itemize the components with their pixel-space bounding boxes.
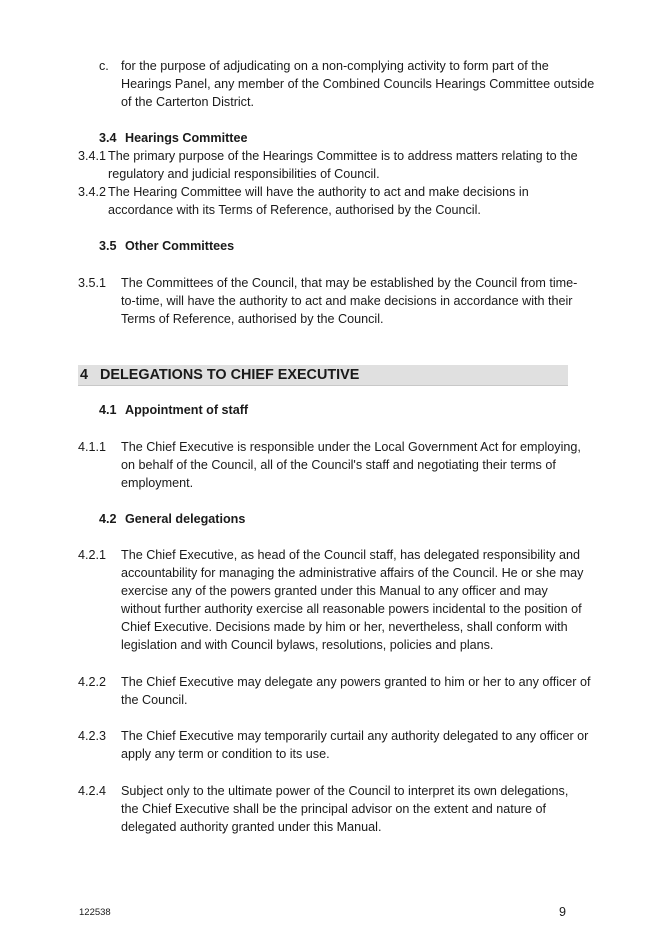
subheading-4-2-number: 4.2 — [99, 512, 117, 526]
section-heading-4-number: 4 — [80, 367, 89, 383]
subheading-3-4-number: 3.4 — [99, 131, 117, 145]
list-marker-c: c. — [99, 59, 109, 73]
para-4-2-2-line-1: The Chief Executive may delegate any powers granted to him or her to any officer of — [121, 675, 591, 689]
para-3-4-1-line-1: The primary purpose of the Hearings Committee is to address matters relating to the — [108, 149, 578, 163]
subheading-3-4 — [99, 129, 247, 147]
para-4-2-4-line-3: delegated authority granted under this Manual. — [121, 820, 382, 834]
para-4-2-2-line-2: the Council. — [121, 693, 188, 707]
para-4-1-1-line-2: on behalf of the Council, all of the Council's staff and negotiating their terms of — [121, 458, 556, 472]
subheading-4-1-title: Appointment of staff — [125, 403, 249, 417]
para-4-2-1-line-4: without further authority exercise all reasonable powers incidental to the position of — [121, 602, 582, 616]
para-4-2-4-number: 4.2.4 — [78, 784, 107, 798]
para-3-5-1-line-1: The Committees of the Council, that may be established by the Council from time- — [121, 276, 578, 290]
para-3-4-2-line-1: The Hearing Committee will have the authority to act and make decisions in — [108, 185, 529, 199]
subheading-4-1-number: 4.1 — [99, 403, 117, 417]
para-4-2-1-line-1: The Chief Executive, as head of the Council staff, has delegated responsibility and — [121, 548, 581, 562]
footer-document-id: 122538 — [79, 907, 111, 918]
para-4-2-2-number: 4.2.2 — [78, 675, 107, 689]
subheading-4-1 — [99, 401, 248, 419]
section-heading-4-title: DELEGATIONS TO CHIEF EXECUTIVE — [100, 367, 360, 383]
subheading-4-2-title: General delegations — [125, 512, 246, 526]
para-3-5-1-line-2: to-time, will have the authority to act and make decisions in accordance with their — [121, 294, 573, 308]
para-4-2-1-line-6: legislation and with Council bylaws, resolutions, policies and plans. — [121, 638, 494, 652]
para-4-1-1-line-3: employment. — [121, 476, 194, 490]
para-4-2-1-line-5: Chief Executive. Decisions made by him or her, nevertheless, shall conform with — [121, 620, 568, 634]
para-4-2-4-line-1: Subject only to the ultimate power of the Council to interpret its own delegations, — [121, 784, 569, 798]
para-4-2-1-line-3: exercise any of the powers granted under this Manual to any officer and may — [121, 584, 548, 598]
para-4-2-3-line-2: apply any term or condition to its use. — [121, 747, 330, 761]
item-c-line-2: Hearings Panel, any member of the Combined Councils Hearings Committee outside — [121, 77, 595, 91]
para-3-4-2-line-2: accordance with its Terms of Reference, authorised by the Council. — [108, 203, 481, 217]
subheading-3-5-number: 3.5 — [99, 239, 117, 253]
para-3-4-1-number: 3.4.1 — [78, 149, 107, 163]
para-4-2-3-number: 4.2.3 — [78, 729, 107, 743]
footer-page-number: 9 — [559, 905, 567, 919]
para-3-5-1-line-3: Terms of Reference, authorised by the Council. — [121, 312, 384, 326]
item-c-line-1: for the purpose of adjudicating on a non-complying activity to form part of the — [121, 59, 549, 73]
para-4-1-1-number: 4.1.1 — [78, 440, 107, 454]
para-4-2-1-number: 4.2.1 — [78, 548, 107, 562]
para-4-1-1-line-1: The Chief Executive is responsible under the Local Government Act for employing, — [121, 440, 581, 454]
para-3-5-1-number: 3.5.1 — [78, 276, 107, 290]
subheading-4-2 — [99, 510, 245, 528]
para-4-2-3-line-1: The Chief Executive may temporarily curtail any authority delegated to any officer or — [121, 729, 589, 743]
subheading-3-4-title: Hearings Committee — [125, 131, 248, 145]
section-heading-4 — [78, 365, 568, 386]
para-4-2-4-line-2: the Chief Executive shall be the principal advisor on the extent and nature of — [121, 802, 546, 816]
item-c-line-3: of the Carterton District. — [121, 95, 254, 109]
subheading-3-5-title: Other Committees — [125, 239, 235, 253]
subheading-3-5 — [99, 237, 234, 255]
para-3-4-2-number: 3.4.2 — [78, 185, 107, 199]
para-4-2-1-line-2: accountability for managing the administrative affairs of the Council. He or she may — [121, 566, 584, 580]
para-3-4-1-line-2: regulatory and judicial responsibilities of Council. — [108, 167, 380, 181]
